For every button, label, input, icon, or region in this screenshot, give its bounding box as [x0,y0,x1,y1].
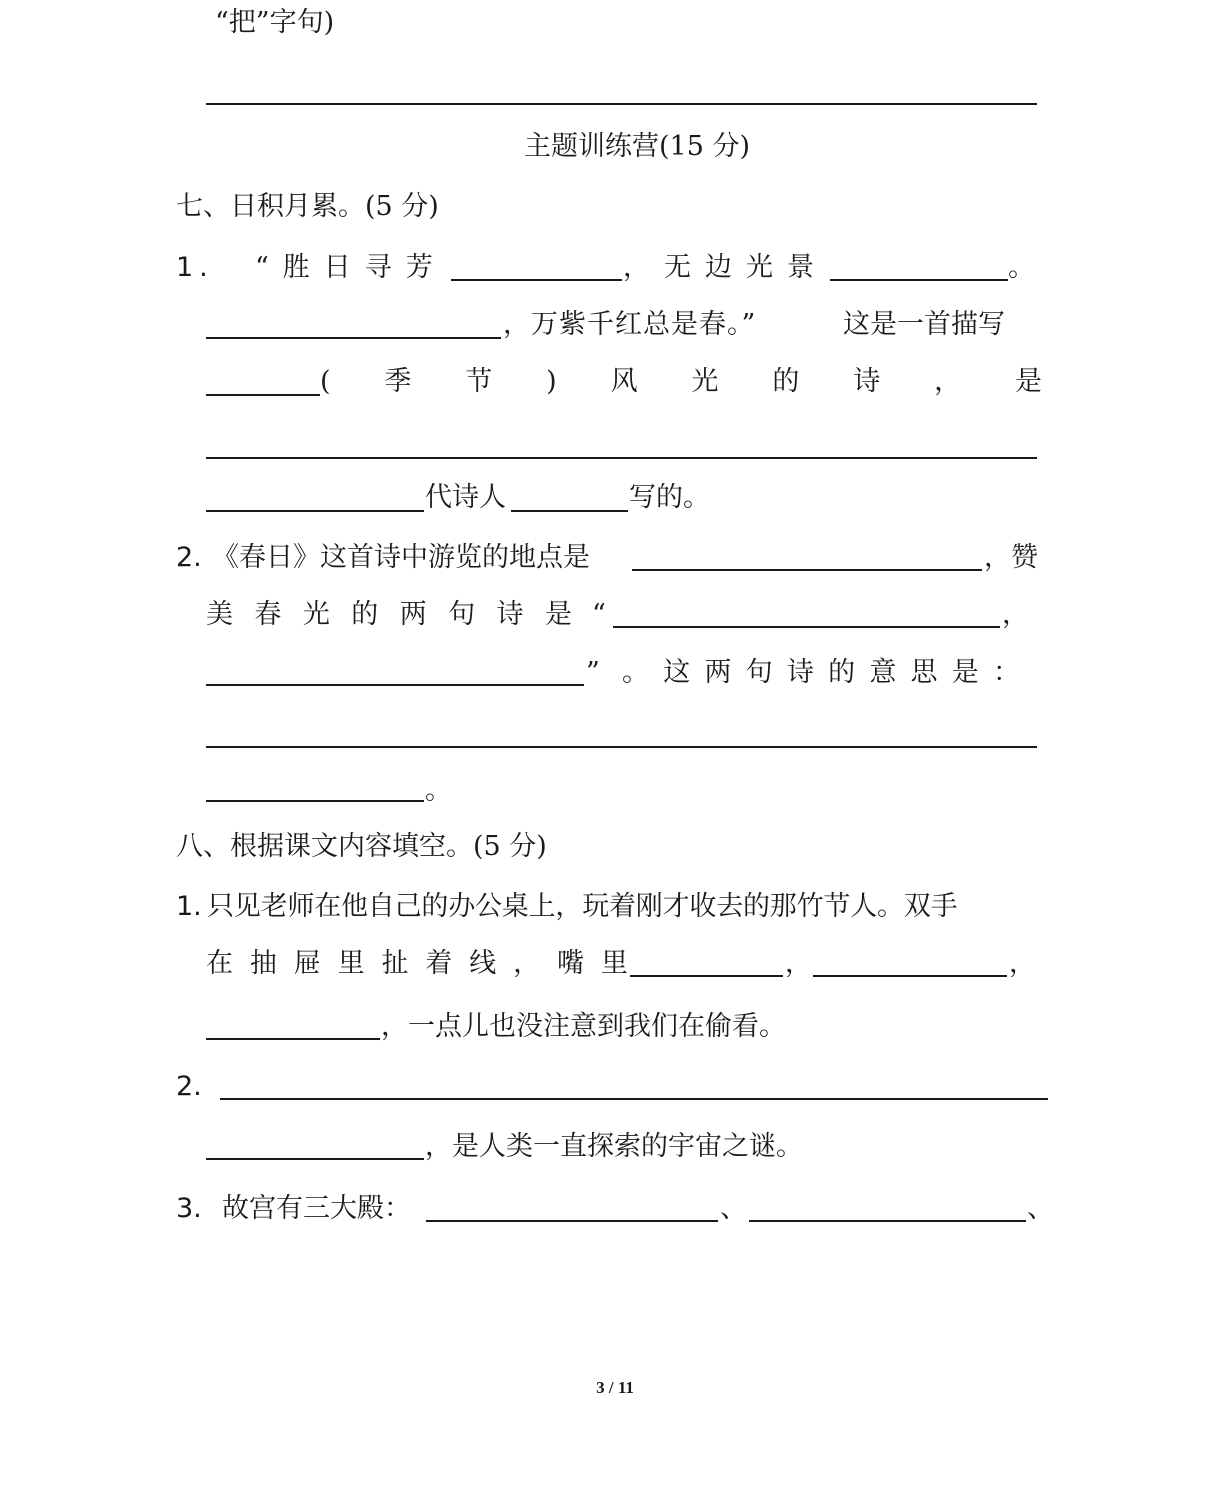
question-text: ，是人类一直探索的宇宙之谜。 [425,1131,803,1162]
char: ) [546,366,557,397]
blank-field[interactable] [206,684,584,686]
char: 抽 [249,948,277,979]
item-number: 1. [176,891,202,922]
char: ( [320,366,331,397]
char: ： [992,657,1020,688]
question-text-spread [206,947,628,981]
char: 句 [448,599,476,630]
blank-field[interactable] [206,800,424,802]
question-text: 《春日》这首诗中游览的地点是 [212,542,590,573]
blank-field[interactable] [830,279,1008,281]
blank-field[interactable] [206,337,501,339]
blank-field[interactable] [426,1220,718,1222]
char: 意 [869,657,897,688]
section-title: 主题训练营(15 分) [524,131,751,162]
blank-field[interactable] [206,1038,380,1040]
answer-line[interactable] [206,746,1037,748]
punctuation: ， [1009,948,1036,979]
char: 诗 [853,366,881,397]
char: 春 [254,599,282,630]
item-number: 3. [176,1193,202,1224]
punctuation: 。 [1008,252,1035,283]
question-text: ，赞 [984,542,1038,573]
question-text: 写的。 [629,482,710,513]
char: 两 [399,599,427,630]
char: 着 [425,948,453,979]
answer-line[interactable] [206,457,1037,459]
char: 是 [1014,366,1042,397]
char: 季 [384,366,412,397]
blank-field[interactable] [630,975,783,977]
char: 光 [691,366,719,397]
question-text-spread [320,365,1042,399]
blank-field[interactable] [749,1220,1026,1222]
quote-mark: ” [586,657,600,688]
char: 的 [351,599,379,630]
blank-field[interactable] [451,279,622,281]
char: ， [934,366,962,397]
question-text: 代诗人 [425,482,506,513]
char: 。 [622,657,649,688]
char: 节 [465,366,493,397]
blank-field[interactable] [206,510,424,512]
char: 思 [910,657,938,688]
char: 的 [828,657,856,688]
question-text: 故宫有三大殿： [222,1193,411,1224]
blank-field[interactable] [220,1098,1048,1100]
blank-field[interactable] [511,510,628,512]
item-number: 1. [176,252,214,283]
char: 在 [206,948,233,979]
char: 这 [663,657,691,688]
blank-field[interactable] [206,394,320,396]
char: 两 [704,657,732,688]
char: 风 [610,366,638,397]
item-number: 2. [176,542,202,573]
question-text-spread [622,656,1020,690]
char: 线 [469,948,497,979]
punctuation: 。 [425,775,452,806]
punctuation: ， [1002,599,1029,630]
punctuation: 、 [1027,1193,1054,1224]
blank-field[interactable] [632,569,982,571]
blank-field[interactable] [813,975,1007,977]
question-7-heading: 七、日积月累。(5 分) [176,191,439,222]
char: 光 [302,599,330,630]
char: 句 [745,657,773,688]
punctuation: 、 [720,1193,747,1224]
quote-mark: “ [592,599,606,630]
char: ， [513,948,541,979]
char: 的 [772,366,800,397]
question-text-spread [206,598,572,632]
blank-field[interactable] [613,626,1000,628]
item-number: 2. [176,1071,202,1102]
page-number: 3 / 11 [596,1378,634,1397]
question-text: 只见老师在他自己的办公桌上，玩着刚才收去的那竹节人。双手 [207,891,958,922]
question-8-heading: 八、根据课文内容填空。(5 分) [176,831,547,862]
char: 诗 [786,657,814,688]
answer-line[interactable] [206,103,1037,105]
char: 里 [337,948,365,979]
blank-field[interactable] [206,1158,424,1160]
previous-question-tail: “把”字句) [215,7,335,38]
poem-text: “胜日寻芳 [255,252,447,283]
char: 是 [951,657,979,688]
poem-text: ，无边光景 [623,252,828,283]
punctuation: ， [785,948,812,979]
char: 诗 [496,599,524,630]
char: 屉 [293,948,321,979]
poem-text: ，万紫千红总是春。” [503,309,757,340]
char: 嘴 [557,948,584,979]
question-text: 这是一首描写 [843,309,1005,340]
char: 扯 [381,948,409,979]
question-text: ，一点儿也没注意到我们在偷看。 [381,1011,786,1042]
char: 是 [544,599,572,630]
char: 里 [600,948,628,979]
char: 美 [206,599,233,630]
